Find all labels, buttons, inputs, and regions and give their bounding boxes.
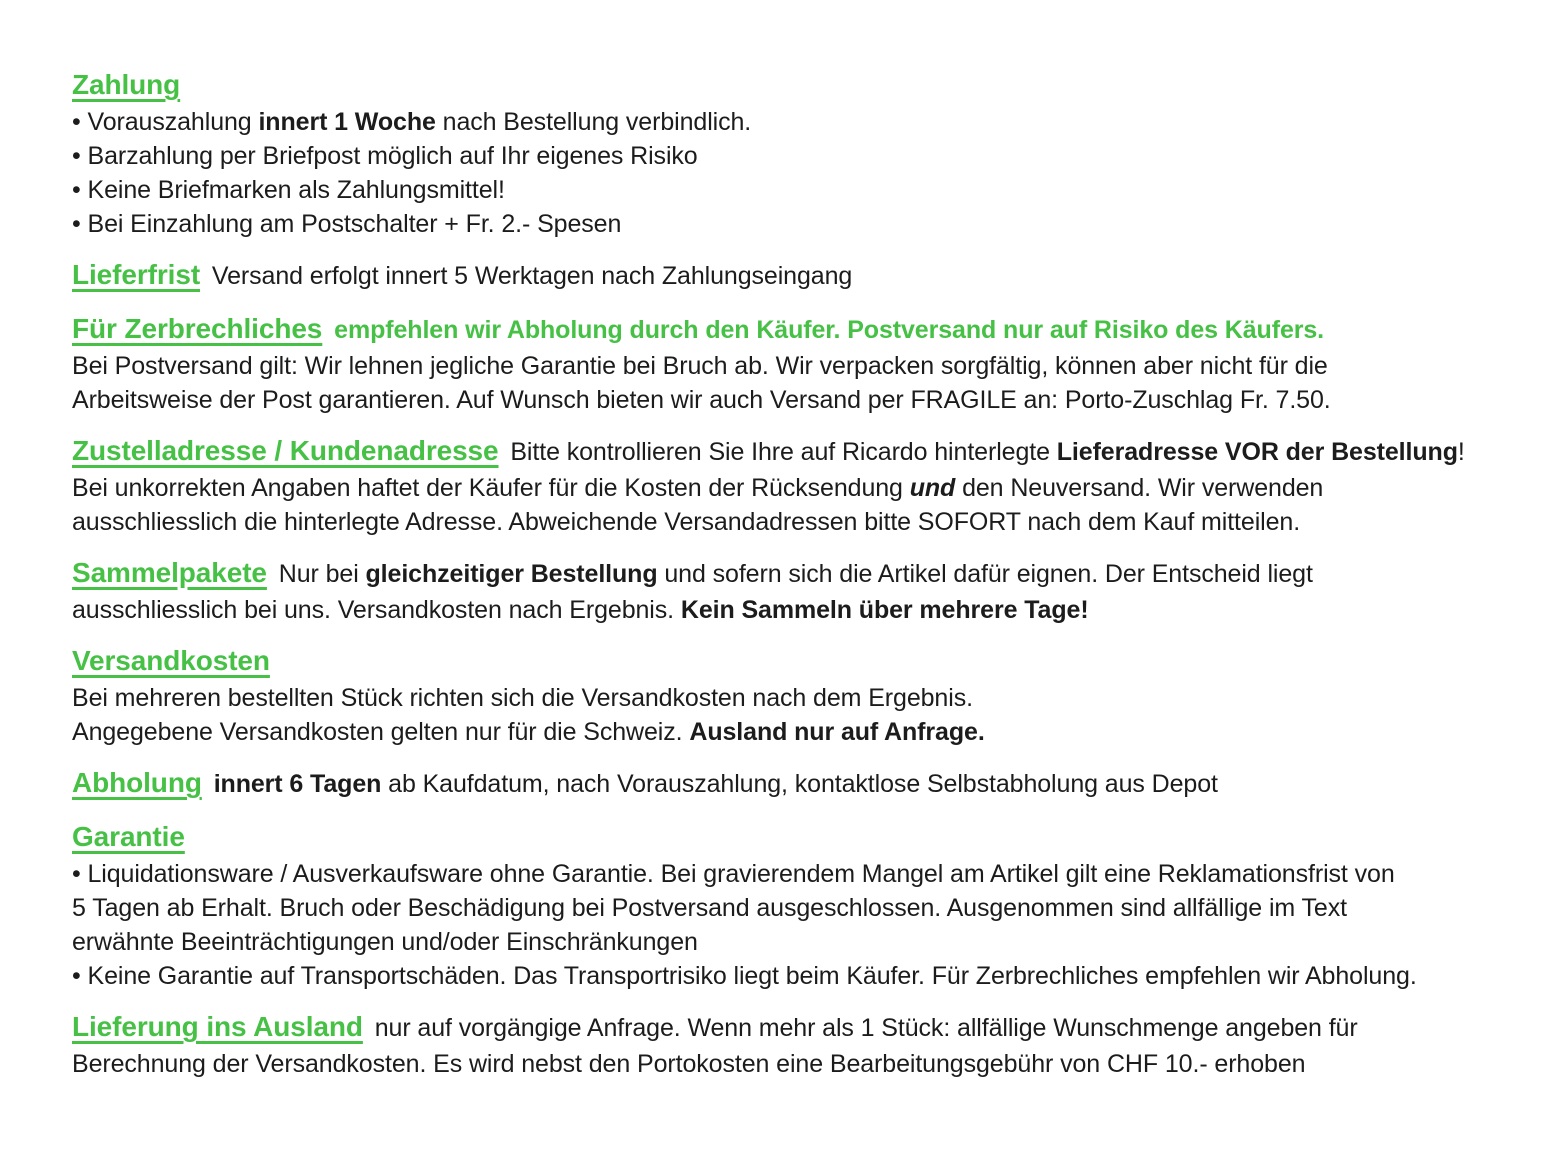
text-line-garantie-4 xyxy=(72,959,1524,993)
text-line-zustelladresse-2 xyxy=(72,505,1524,539)
section-abholung xyxy=(72,764,1524,803)
text-run-versandkosten-2-1: Ausland nur auf Anfrage. xyxy=(689,718,985,746)
heading-line-versandkosten xyxy=(72,642,1524,681)
text-line-zahlung-3 xyxy=(72,173,1524,207)
heading-line-zahlung xyxy=(72,66,1524,105)
section-zahlung xyxy=(72,66,1524,241)
section-lieferfrist xyxy=(72,256,1524,295)
text-run-lieferung-ins-ausland-0-1: nur auf vorgängige Anfrage. Wenn mehr als 1 Stück: allfällige Wunschmenge angeben für xyxy=(367,1014,1358,1042)
text-line-lieferung-ins-ausland-1 xyxy=(72,1047,1524,1081)
text-run-zustelladresse-0-1: Bitte kontrollieren Sie Ihre auf Ricardo hinterlegte xyxy=(503,438,1057,466)
text-line-garantie-3 xyxy=(72,925,1524,959)
text-run-garantie-4-0: • Keine Garantie auf Transportschäden. Das Transportrisiko liegt beim Käufer. Für Zerbrechliches empfehlen wir Abholung. xyxy=(72,962,1417,990)
text-run-sammelpakete-0-1: Nur bei xyxy=(271,560,366,588)
heading-fuer-zerbrechliches: Für Zerbrechliches xyxy=(72,313,323,344)
text-run-zustelladresse-0-3: ! xyxy=(1457,438,1465,466)
text-run-fuer-zerbrechliches-0-2: empfehlen wir Abholung durch den Käufer. Postversand nur auf Risiko des Käufers. xyxy=(334,316,1325,344)
text-run-sammelpakete-1-1: Kein Sammeln über mehrere Tage! xyxy=(680,596,1089,624)
text-run-zustelladresse-2-0: ausschliesslich die hinterlegte Adresse. Abweichende Versandadressen bitte SOFORT nach dem Kauf mitteilen. xyxy=(72,508,1301,536)
heading-zahlung: Zahlung xyxy=(72,69,181,100)
text-line-fuer-zerbrechliches-2 xyxy=(72,383,1524,417)
text-run-abholung-0-2: innert 6 Tagen xyxy=(213,770,382,798)
text-line-versandkosten-1 xyxy=(72,681,1524,715)
heading-versandkosten: Versandkosten xyxy=(72,645,270,676)
heading-garantie: Garantie xyxy=(72,821,185,852)
text-line-sammelpakete-1 xyxy=(72,593,1524,627)
section-versandkosten xyxy=(72,642,1524,749)
heading-lieferfrist: Lieferfrist xyxy=(72,259,201,290)
heading-line-sammelpakete xyxy=(72,554,1524,593)
heading-lieferung-ins-ausland: Lieferung ins Ausland xyxy=(72,1011,363,1042)
heading-line-fuer-zerbrechliches xyxy=(72,310,1524,349)
text-line-zahlung-1 xyxy=(72,105,1524,139)
text-run-zustelladresse-1-2: den Neuversand. Wir verwenden xyxy=(955,474,1324,502)
text-line-garantie-2 xyxy=(72,891,1524,925)
text-run-zustelladresse-0-2: Lieferadresse VOR der Bestellung xyxy=(1056,438,1458,466)
text-line-versandkosten-2 xyxy=(72,715,1524,749)
heading-sammelpakete: Sammelpakete xyxy=(72,557,267,588)
text-run-zahlung-1-1: innert 1 Woche xyxy=(258,108,436,136)
heading-line-zustelladresse xyxy=(72,432,1524,471)
text-run-abholung-0-3: ab Kaufdatum, nach Vorauszahlung, kontaktlose Selbstabholung aus Depot xyxy=(381,770,1218,798)
text-run-sammelpakete-0-3: und sofern sich die Artikel dafür eignen. Der Entscheid liegt xyxy=(657,560,1313,588)
text-run-zahlung-4-0: • Bei Einzahlung am Postschalter + Fr. 2.- Spesen xyxy=(72,210,622,238)
heading-line-lieferfrist xyxy=(72,256,1524,295)
text-run-zahlung-3-0: • Keine Briefmarken als Zahlungsmittel! xyxy=(72,176,505,204)
text-run-zustelladresse-1-1: und xyxy=(909,474,956,502)
section-fuer-zerbrechliches xyxy=(72,310,1524,417)
section-zustelladresse xyxy=(72,432,1524,539)
text-line-zustelladresse-1 xyxy=(72,471,1524,505)
text-run-zahlung-2-0: • Barzahlung per Briefpost möglich auf Ihr eigenes Risiko xyxy=(72,142,698,170)
heading-line-garantie xyxy=(72,818,1524,857)
text-run-fuer-zerbrechliches-2-0: Arbeitsweise der Post garantieren. Auf Wunsch bieten wir auch Versand per FRAGILE an: Porto-Zuschlag Fr. 7.50. xyxy=(72,386,1331,414)
text-run-fuer-zerbrechliches-1-0: Bei Postversand gilt: Wir lehnen jegliche Garantie bei Bruch ab. Wir verpacken sorgfältig, können aber nicht für die xyxy=(72,352,1328,380)
text-run-zustelladresse-1-0: Bei unkorrekten Angaben haftet der Käufer für die Kosten der Rücksendung xyxy=(72,474,910,502)
text-run-versandkosten-2-0: Angegebene Versandkosten gelten nur für die Schweiz. xyxy=(72,718,690,746)
text-run-sammelpakete-1-0: ausschliesslich bei uns. Versandkosten nach Ergebnis. xyxy=(72,596,681,624)
text-line-zahlung-2 xyxy=(72,139,1524,173)
text-run-garantie-3-0: erwähnte Beeinträchtigungen und/oder Einschränkungen xyxy=(72,928,698,956)
section-garantie xyxy=(72,818,1524,993)
text-run-versandkosten-1-0: Bei mehreren bestellten Stück richten sich die Versandkosten nach dem Ergebnis. xyxy=(72,684,973,712)
heading-zustelladresse: Zustelladresse / Kundenadresse xyxy=(72,435,499,466)
text-run-zahlung-1-2: nach Bestellung verbindlich. xyxy=(435,108,752,136)
heading-line-abholung xyxy=(72,764,1524,803)
text-run-garantie-2-0: 5 Tagen ab Erhalt. Bruch oder Beschädigung bei Postversand ausgeschlossen. Ausgenommen sind allfällige im Text xyxy=(72,894,1347,922)
text-run-garantie-1-0: • Liquidationsware / Ausverkaufsware ohne Garantie. Bei gravierendem Mangel am Artikel gilt eine Reklamationsfrist von xyxy=(72,860,1395,888)
heading-abholung: Abholung xyxy=(72,767,202,798)
text-run-zahlung-1-0: • Vorauszahlung xyxy=(72,108,259,136)
section-sammelpakete xyxy=(72,554,1524,627)
text-run-lieferung-ins-ausland-1-0: Berechnung der Versandkosten. Es wird nebst den Portokosten eine Bearbeitungsgebühr von CHF 10.- erhoben xyxy=(72,1050,1306,1078)
text-run-sammelpakete-0-2: gleichzeitiger Bestellung xyxy=(365,560,658,588)
text-run-abholung-0-1 xyxy=(207,770,214,798)
text-run-lieferfrist-0-1: Versand erfolgt innert 5 Werktagen nach Zahlungseingang xyxy=(205,262,853,290)
text-line-zahlung-4 xyxy=(72,207,1524,241)
text-line-fuer-zerbrechliches-1 xyxy=(72,349,1524,383)
text-line-garantie-1 xyxy=(72,857,1524,891)
heading-line-lieferung-ins-ausland xyxy=(72,1008,1524,1047)
section-lieferung-ins-ausland xyxy=(72,1008,1524,1081)
